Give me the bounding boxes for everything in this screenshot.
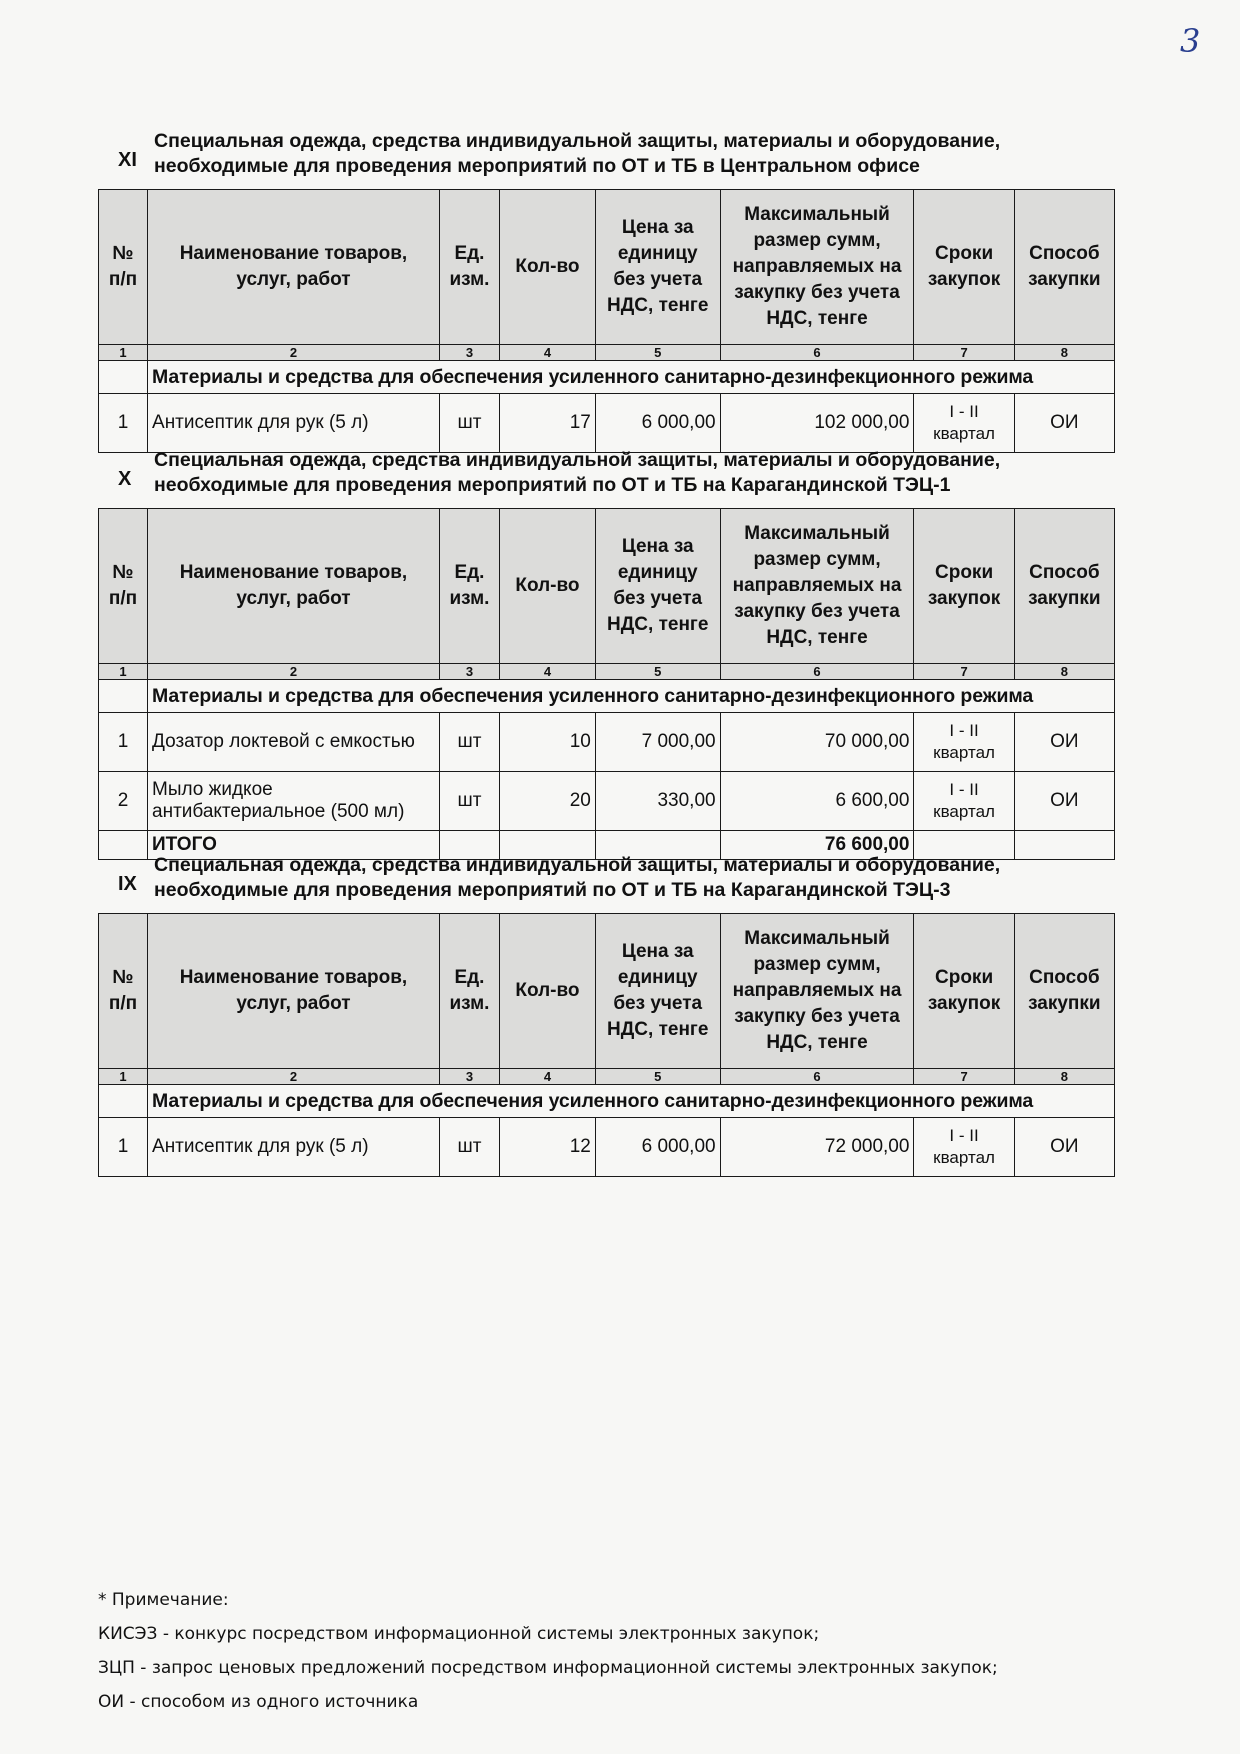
- section-header: [98, 444, 1115, 508]
- row-number: 1: [99, 713, 148, 772]
- column-number: 4: [500, 345, 596, 361]
- item-quantity: 10: [500, 713, 596, 772]
- page-number: 3: [1180, 22, 1201, 60]
- group-spacer: [99, 680, 148, 713]
- footnote: [98, 1583, 998, 1719]
- column-number: 3: [439, 345, 499, 361]
- section-title: Специальная одежда, средства индивидуальной защиты, материалы и оборудование, необходимые для проведения мероприятий по ОТ и ТБ в Центральном офисе: [154, 130, 1001, 177]
- column-header: Сроки закупок: [914, 509, 1014, 664]
- item-quantity: 20: [500, 772, 596, 831]
- group-title: Материалы и средства для обеспечения усиленного санитарно-дезинфекционного режима: [148, 680, 1115, 713]
- column-number: 1: [99, 664, 148, 680]
- column-number: 7: [914, 664, 1014, 680]
- column-number: 6: [720, 664, 914, 680]
- item-method: ОИ: [1014, 772, 1114, 831]
- item-term: I - II квартал: [914, 772, 1014, 831]
- column-number: 8: [1014, 345, 1114, 361]
- table-header-row: [99, 509, 1115, 664]
- column-header: Наименование товаров, услуг, работ: [148, 509, 440, 664]
- column-header: Цена за единицу без учета НДС, тенге: [595, 190, 720, 345]
- section-ix: [98, 849, 1115, 1177]
- column-header: Способ закупки: [1014, 190, 1114, 345]
- item-method: ОИ: [1014, 713, 1114, 772]
- procurement-table: [98, 913, 1115, 1177]
- column-number: 5: [595, 1069, 720, 1085]
- item-price: 6 000,00: [595, 394, 720, 453]
- item-sum: 72 000,00: [720, 1118, 914, 1177]
- column-number: 8: [1014, 1069, 1114, 1085]
- section-title: Специальная одежда, средства индивидуальной защиты, материалы и оборудование, необходимые для проведения мероприятий по ОТ и ТБ на Карагандинской ТЭЦ-1: [154, 449, 1001, 496]
- item-price: 7 000,00: [595, 713, 720, 772]
- procurement-table: [98, 189, 1115, 453]
- column-number-row: [99, 345, 1115, 361]
- group-spacer: [99, 361, 148, 394]
- group-row: [99, 1085, 1115, 1118]
- group-row: [99, 680, 1115, 713]
- item-method: ОИ: [1014, 394, 1114, 453]
- section-header: [98, 125, 1115, 189]
- column-header: Ед. изм.: [439, 190, 499, 345]
- group-row: [99, 361, 1115, 394]
- row-number: 1: [99, 1118, 148, 1177]
- procurement-table: [98, 508, 1115, 860]
- column-header: № п/п: [99, 914, 148, 1069]
- item-name: Мыло жидкое антибактериальное (500 мл): [148, 772, 440, 831]
- item-method: ОИ: [1014, 1118, 1114, 1177]
- column-number: 4: [500, 664, 596, 680]
- footnote-line: ОИ - способом из одного источника: [98, 1692, 419, 1712]
- column-number: 6: [720, 1069, 914, 1085]
- column-header: Способ закупки: [1014, 914, 1114, 1069]
- footnote-line: КИСЭЗ - конкурс посредством информационной системы электронных закупок;: [98, 1624, 820, 1644]
- item-name: Антисептик для рук (5 л): [148, 394, 440, 453]
- column-number: 2: [148, 664, 440, 680]
- column-number: 2: [148, 1069, 440, 1085]
- footnote-line: ЗЦП - запрос ценовых предложений посредством информационной системы электронных закупок;: [98, 1658, 998, 1678]
- table-header-row: [99, 914, 1115, 1069]
- column-number: 3: [439, 664, 499, 680]
- item-sum: 102 000,00: [720, 394, 914, 453]
- column-header: Кол-во: [500, 190, 596, 345]
- column-header: Кол-во: [500, 914, 596, 1069]
- column-header: Ед. изм.: [439, 509, 499, 664]
- section-x: [98, 444, 1115, 860]
- row-number: 1: [99, 394, 148, 453]
- group-title: Материалы и средства для обеспечения усиленного санитарно-дезинфекционного режима: [148, 361, 1115, 394]
- column-header: Сроки закупок: [914, 190, 1014, 345]
- item-name: Дозатор локтевой с емкостью: [148, 713, 440, 772]
- column-number: 4: [500, 1069, 596, 1085]
- item-term: I - II квартал: [914, 1118, 1014, 1177]
- item-unit: шт: [439, 772, 499, 831]
- item-price: 330,00: [595, 772, 720, 831]
- item-unit: шт: [439, 1118, 499, 1177]
- row-number: 2: [99, 772, 148, 831]
- column-header: Максимальный размер сумм, направляемых на закупку без учета НДС, тенге: [720, 509, 914, 664]
- column-header: Максимальный размер сумм, направляемых на закупку без учета НДС, тенге: [720, 190, 914, 345]
- item-unit: шт: [439, 713, 499, 772]
- group-spacer: [99, 1085, 148, 1118]
- column-header: Ед. изм.: [439, 914, 499, 1069]
- column-number-row: [99, 1069, 1115, 1085]
- column-header: № п/п: [99, 509, 148, 664]
- group-title: Материалы и средства для обеспечения усиленного санитарно-дезинфекционного режима: [148, 1085, 1115, 1118]
- column-header: Цена за единицу без учета НДС, тенге: [595, 914, 720, 1069]
- total-label: ИТОГО: [148, 831, 440, 860]
- section-xi: [98, 125, 1115, 453]
- column-number: 7: [914, 1069, 1014, 1085]
- column-header: Сроки закупок: [914, 914, 1014, 1069]
- footnote-heading: * Примечание:: [98, 1590, 229, 1610]
- item-sum: 6 600,00: [720, 772, 914, 831]
- column-number: 6: [720, 345, 914, 361]
- column-number: 3: [439, 1069, 499, 1085]
- column-number: 5: [595, 345, 720, 361]
- column-header: № п/п: [99, 190, 148, 345]
- item-name: Антисептик для рук (5 л): [148, 1118, 440, 1177]
- total-value: 76 600,00: [720, 831, 914, 860]
- table-row: [99, 772, 1115, 831]
- item-term: I - II квартал: [914, 394, 1014, 453]
- column-header: Наименование товаров, услуг, работ: [148, 914, 440, 1069]
- column-header: Кол-во: [500, 509, 596, 664]
- column-header: Наименование товаров, услуг, работ: [148, 190, 440, 345]
- column-header: Цена за единицу без учета НДС, тенге: [595, 509, 720, 664]
- column-header: Максимальный размер сумм, направляемых на закупку без учета НДС, тенге: [720, 914, 914, 1069]
- column-number: 1: [99, 345, 148, 361]
- table-header-row: [99, 190, 1115, 345]
- table-row: [99, 713, 1115, 772]
- column-header: Способ закупки: [1014, 509, 1114, 664]
- section-number: X: [118, 468, 132, 490]
- section-title: Специальная одежда, средства индивидуальной защиты, материалы и оборудование, необходимые для проведения мероприятий по ОТ и ТБ на Карагандинской ТЭЦ-3: [154, 854, 1001, 901]
- column-number: 7: [914, 345, 1014, 361]
- column-number-row: [99, 664, 1115, 680]
- item-quantity: 17: [500, 394, 596, 453]
- item-term: I - II квартал: [914, 713, 1014, 772]
- section-number: XI: [118, 149, 137, 171]
- item-sum: 70 000,00: [720, 713, 914, 772]
- item-unit: шт: [439, 394, 499, 453]
- section-number: IX: [118, 873, 137, 895]
- item-quantity: 12: [500, 1118, 596, 1177]
- item-price: 6 000,00: [595, 1118, 720, 1177]
- column-number: 1: [99, 1069, 148, 1085]
- column-number: 5: [595, 664, 720, 680]
- table-row: [99, 1118, 1115, 1177]
- column-number: 2: [148, 345, 440, 361]
- section-header: [98, 849, 1115, 913]
- column-number: 8: [1014, 664, 1114, 680]
